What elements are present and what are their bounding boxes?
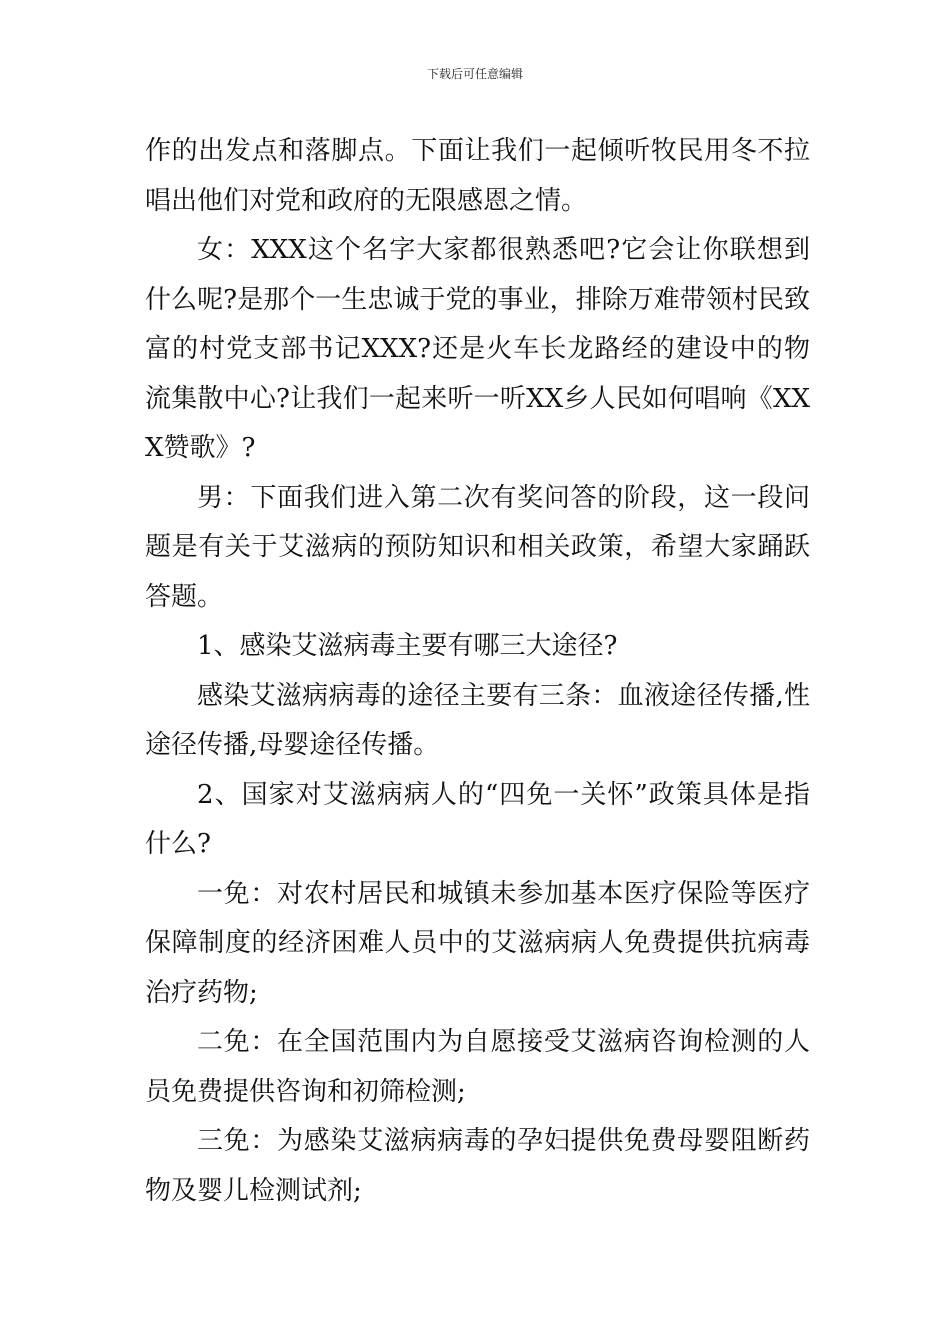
answer-2-item-2: 二免：在全国范围内为自愿接受艾滋病咨询检测的人员免费提供咨询和初筛检测; xyxy=(145,1027,810,1107)
answer-2-item-3: 三免：为感染艾滋病病毒的孕妇提供免费母婴阻断药物及婴儿检测试剂; xyxy=(145,1126,810,1206)
paragraph-female-host: 女：XXX这个名字大家都很熟悉吧?它会让你联想到什么呢?是那个一生忠诚于党的事业，排除万难带领村民致富的村党支部书记XXX?还是火车长龙路经的建设中的物流集散中心?让我们一起来听一听XX乡人民如何唱响《XXX赞歌》? xyxy=(145,235,810,463)
answer-2-item-1: 一免：对农村居民和城镇未参加基本医疗保险等医疗保障制度的经济困难人员中的艾滋病病人免费提供抗病毒治疗药物; xyxy=(145,878,810,1008)
page-header-note: 下载后可任意编辑 xyxy=(426,67,523,81)
question-1: 1、感染艾滋病毒主要有哪三大途径? xyxy=(197,631,618,661)
question-2: 2、国家对艾滋病病人的“四免一关怀”政策具体是指什么? xyxy=(145,779,810,859)
paragraph-male-host: 男：下面我们进入第二次有奖问答的阶段，这一段问题是有关于艾滋病的预防知识和相关政策，希望大家踊跃答题。 xyxy=(145,482,810,612)
answer-1: 感染艾滋病病毒的途径主要有三条：血液途径传播,性途径传播,母婴途径传播。 xyxy=(145,680,810,760)
paragraph-continuation: 作的出发点和落脚点。下面让我们一起倾听牧民用冬不拉唱出他们对党和政府的无限感恩之情。 xyxy=(145,136,810,216)
document-body xyxy=(145,127,810,1216)
